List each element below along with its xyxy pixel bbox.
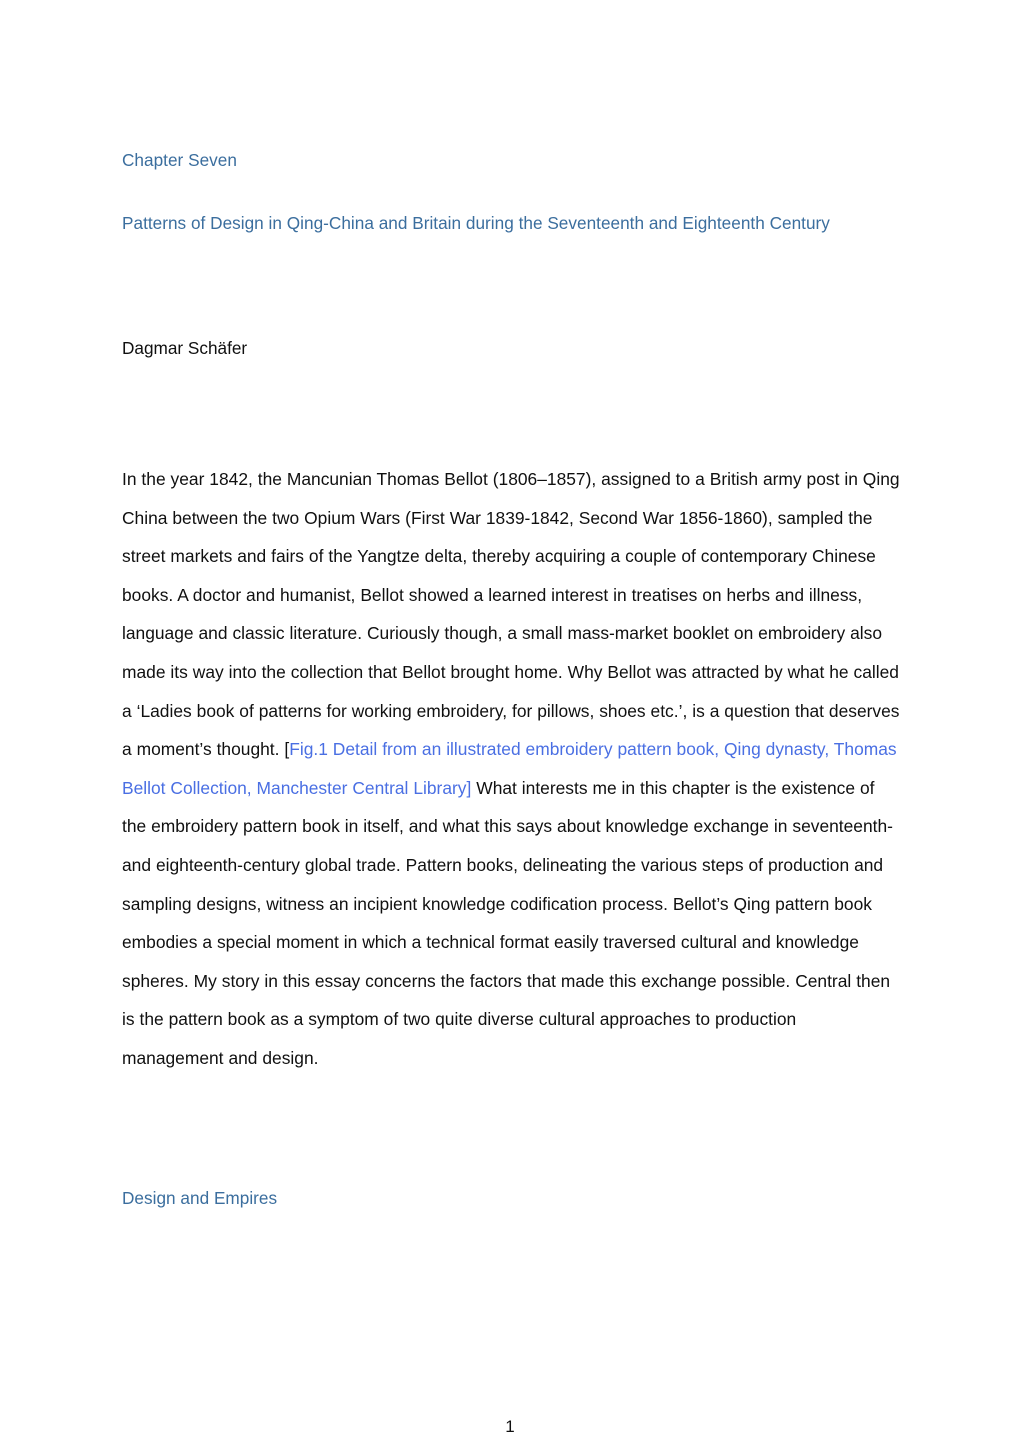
figure-citation-link[interactable]: Fig.1 Detail from an illustrated embroidery pattern book, Qing dynasty, Thomas Bellot Collection, Manchester Central Library] <box>122 739 897 798</box>
chapter-title-container <box>122 215 830 232</box>
page-footer <box>0 1418 1020 1437</box>
paragraph-text-after-citation: What interests me in this chapter is the existence of the embroidery pattern book in itself, and what this says about knowledge exchange in seventeenth- and eighteenth-century global trade. Pattern books, delineating the various steps of production and sampling designs, witness an incipient knowledge codification process. Bellot’s Qing pattern book embodies a special moment in which a technical format easily traversed cultural and knowledge spheres. My story in this essay concerns the factors that made this exchange possible. Central then is the pattern book as a symptom of two quite diverse cultural approaches to production management and design. <box>122 777 893 1068</box>
chapter-label: Chapter Seven <box>122 150 237 170</box>
section-heading-design-and-empires: Design and Empires <box>122 1188 278 1208</box>
section-heading-container <box>122 1190 277 1207</box>
body-paragraph-container <box>122 460 900 1078</box>
page-number: 1 <box>505 1417 515 1436</box>
author-container <box>122 340 247 357</box>
chapter-title: Patterns of Design in Qing-China and Britain during the Seventeenth and Eighteenth Century <box>122 213 830 233</box>
author-name: Dagmar Schäfer <box>122 338 248 358</box>
paragraph-text-before-citation: In the year 1842, the Mancunian Thomas Bellot (1806–1857), assigned to a British army post in Qing China between the two Opium Wars (First War 1839-1842, Second War 1856-1860), sampled the street markets and fairs of the Yangtze delta, thereby acquiring a couple of contemporary Chinese books. A doctor and humanist, Bellot showed a learned interest in treatises on herbs and illness, language and classic literature. Curiously though, a small mass-market booklet on embroidery also made its way into the collection that Bellot brought home. Why Bellot was attracted by what he called a ‘Ladies book of patterns for working embroidery, for pillows, shoes etc.’, is a question that deserves a moment’s thought. [ <box>122 469 900 760</box>
chapter-label-container <box>122 152 237 169</box>
body-paragraph <box>122 460 900 1078</box>
